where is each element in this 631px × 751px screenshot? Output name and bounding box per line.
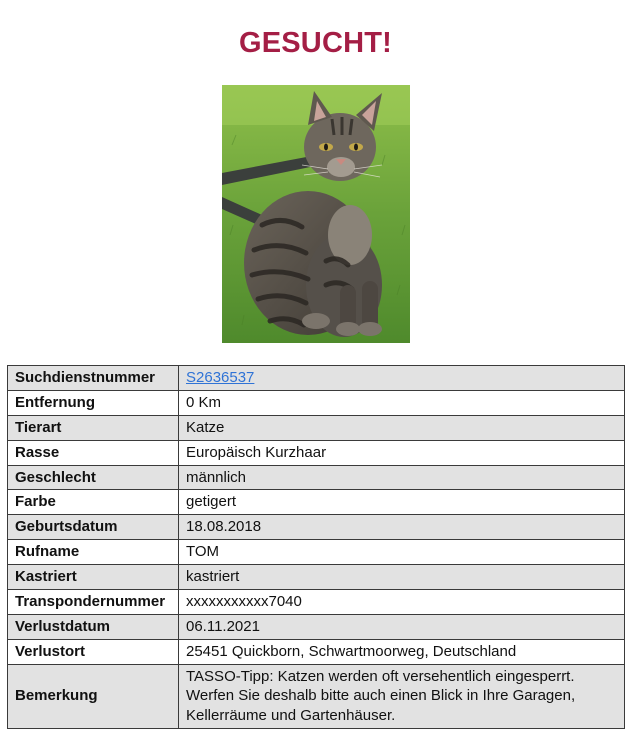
detail-label: Verlustdatum: [8, 614, 179, 639]
detail-label: Tierart: [8, 415, 179, 440]
detail-value: kastriert: [179, 565, 625, 590]
table-row: [8, 515, 625, 540]
search-number-link[interactable]: S2636537: [186, 368, 255, 386]
detail-label: Farbe: [8, 490, 179, 515]
detail-value: getigert: [179, 490, 625, 515]
table-row: [8, 390, 625, 415]
detail-value: TASSO-Tipp: Katzen werden oft versehentlich eingesperrt. Werfen Sie deshalb bitte auch einen Blick in Ihre Garagen, Kellerräume und Gartenhäuser.: [179, 664, 625, 728]
detail-label: Geburtsdatum: [8, 515, 179, 540]
detail-label: Geschlecht: [8, 465, 179, 490]
detail-label: Verlustort: [8, 639, 179, 664]
pet-details-table: [7, 365, 625, 729]
detail-label: Bemerkung: [8, 664, 179, 728]
detail-label: Suchdienstnummer: [8, 366, 179, 391]
table-row: [8, 440, 625, 465]
table-row: [8, 614, 625, 639]
cat-photo: [222, 85, 410, 343]
detail-value: [179, 366, 625, 391]
detail-value: xxxxxxxxxxx7040: [179, 590, 625, 615]
table-row: [8, 415, 625, 440]
detail-value: 0 Km: [179, 390, 625, 415]
table-row: [8, 490, 625, 515]
detail-value: 06.11.2021: [179, 614, 625, 639]
detail-label: Transpondernummer: [8, 590, 179, 615]
table-row: [8, 664, 625, 728]
table-row: [8, 465, 625, 490]
detail-value: TOM: [179, 540, 625, 565]
detail-value: 25451 Quickborn, Schwartmoorweg, Deutschland: [179, 639, 625, 664]
detail-label: Rasse: [8, 440, 179, 465]
detail-label: Rufname: [8, 540, 179, 565]
detail-label: Kastriert: [8, 565, 179, 590]
detail-value: Katze: [179, 415, 625, 440]
table-row: [8, 540, 625, 565]
detail-value: 18.08.2018: [179, 515, 625, 540]
detail-value: männlich: [179, 465, 625, 490]
detail-label: Entfernung: [8, 390, 179, 415]
table-row: [8, 366, 625, 391]
table-row: [8, 565, 625, 590]
page-title: GESUCHT!: [238, 27, 393, 59]
detail-value: Europäisch Kurzhaar: [179, 440, 625, 465]
table-row: [8, 639, 625, 664]
table-row: [8, 590, 625, 615]
